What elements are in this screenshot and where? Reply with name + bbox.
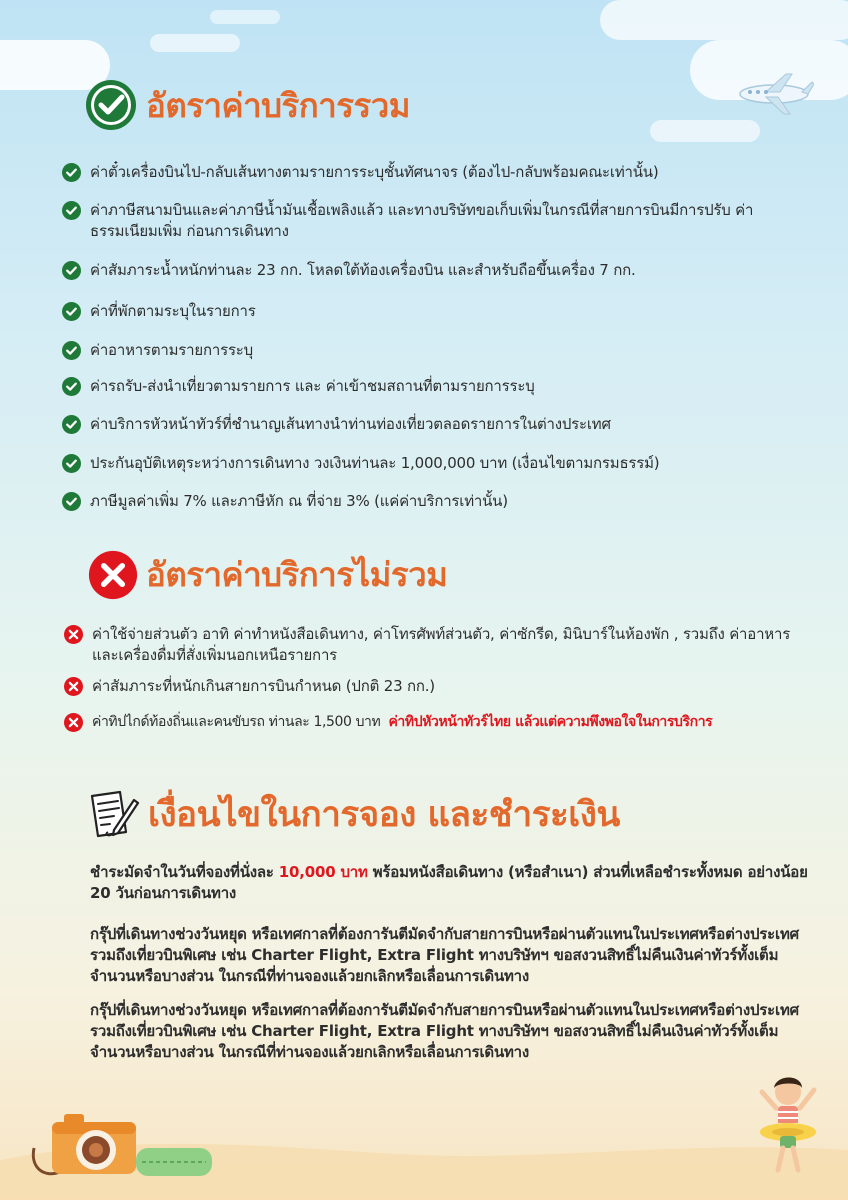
deposit-before: ชำระมัดจำในวันที่จองที่นั่งละ <box>90 863 279 881</box>
included-item: ค่าบริการหัวหน้าทัวร์ที่ชำนาญเส้นทางนำท่านท่องเที่ยวตลอดรายการในต่างประเทศ <box>90 415 611 433</box>
excluded-item: ค่าใช้จ่ายส่วนตัว อาทิ ค่าทำหนังสือเดินทาง, ค่าโทรศัพท์ส่วนตัว, ค่าซักรีด, มินิบาร์ในห้องพัก , รวมถึง ค่าอาหารและเครื่องดื่มที่สั่งเพิ่มนอกเหนือรายการ <box>92 625 791 664</box>
included-item: ค่าภาษีสนามบินและค่าภาษีน้ำมันเชื้อเพลิงแล้ว และทางบริษัทขอเก็บเพิ่มในกรณีที่สายการบินมีการปรับ ค่าธรรมเนียมเพิ่ม ก่อนการเดินทาง <box>90 201 754 240</box>
list-item <box>62 200 802 242</box>
deposit-amount: 10,000 บาท <box>278 863 368 881</box>
airplane-icon <box>730 70 814 116</box>
check-circle-icon <box>62 261 81 280</box>
list-item <box>64 712 834 733</box>
tip-text: ค่าทิปไกด์ท้องถิ่นและคนขับรถ ท่านละ 1,500 บาท <box>92 714 381 730</box>
included-title: อัตราค่าบริการรวม <box>146 85 411 125</box>
included-item: ค่าที่พักตามระบุในรายการ <box>90 302 256 320</box>
conditions-heading <box>84 786 620 842</box>
list-item <box>62 376 535 397</box>
list-item <box>62 453 659 474</box>
list-item <box>64 676 435 697</box>
excluded-item: ค่าสัมภาระที่หนักเกินสายการบินกำหนด (ปกติ 23 กก.) <box>92 677 435 695</box>
excluded-heading <box>88 548 447 601</box>
included-heading <box>84 78 410 132</box>
bag-icon <box>134 1144 214 1180</box>
check-circle-icon <box>62 201 81 220</box>
list-item <box>62 340 253 361</box>
cloud <box>210 10 280 24</box>
included-item: ประกันอุบัติเหตุระหว่างการเดินทาง วงเงินท่านละ 1,000,000 บาท (เงื่อนไขตามกรมธรรม์) <box>90 454 660 472</box>
girl-float-icon <box>748 1070 828 1174</box>
cloud <box>600 0 848 40</box>
cross-circle-icon <box>64 677 83 696</box>
included-item: ค่าตั๋วเครื่องบินไป-กลับเส้นทางตามรายการระบุชั้นทัศนาจร (ต้องไป-กลับพร้อมคณะเท่านั้น) <box>90 163 659 181</box>
deposit-after: พร้อมหนังสือเดินทาง (หรือสำเนา) ส่วนที่เหลือชำระทั้งหมด อย่างน้อย 20 วันก่อนการเดินทาง <box>90 863 808 902</box>
conditions-title: เงื่อนไขในการจอง และชำระเงิน <box>148 794 620 835</box>
list-item <box>62 301 256 322</box>
check-circle-icon <box>62 415 81 434</box>
list-item <box>62 260 636 281</box>
list-item <box>62 491 508 512</box>
excluded-item <box>92 712 712 733</box>
list-item <box>64 624 804 666</box>
check-circle-icon <box>62 377 81 396</box>
check-circle-icon <box>84 78 138 132</box>
check-circle-icon <box>62 302 81 321</box>
deposit-paragraph <box>90 862 812 904</box>
check-circle-icon <box>62 341 81 360</box>
included-list <box>62 160 822 520</box>
cloud <box>150 34 240 52</box>
list-item <box>62 414 611 435</box>
camera-icon <box>30 1108 146 1178</box>
cross-circle-icon <box>64 713 83 732</box>
document-pen-icon <box>84 786 140 842</box>
check-circle-icon <box>62 163 81 182</box>
cloud <box>650 120 760 142</box>
excluded-title: อัตราค่าบริการไม่รวม <box>146 555 448 594</box>
included-item: ภาษีมูลค่าเพิ่ม 7% และภาษีหัก ณ ที่จ่าย 3% (แค่ค่าบริการเท่านั้น) <box>90 492 508 510</box>
list-item <box>62 162 659 183</box>
included-item: ค่าอาหารตามรายการระบุ <box>90 341 253 359</box>
excluded-list <box>64 624 834 744</box>
condition-paragraph: กรุ๊ปที่เดินทางช่วงวันหยุด หรือเทศกาลที่ต้องการันตีมัดจำกับสายการบินหรือผ่านตัวแทนในประเทศหรือต่างประเทศ รวมถึงเที่ยวบินพิเศษ เช่น Charter Flight, Extra Flight ทางบริษัทฯ ขอสงวนสิทธิ์ไม่คืนเงินค่าทัวร์ทั้งเต็มจำนวนหรือบางส่วน ในกรณีที่ท่านจองแล้วยกเลิกหรือเลื่อนการเดินทาง <box>90 925 799 985</box>
included-item: ค่ารถรับ-ส่งนำเที่ยวตามรายการ และ ค่าเข้าชมสถานที่ตามรายการระบุ <box>90 377 535 395</box>
check-circle-icon <box>62 492 81 511</box>
cross-circle-icon <box>64 625 83 644</box>
condition-paragraph: กรุ๊ปที่เดินทางช่วงวันหยุด หรือเทศกาลที่ต้องการันตีมัดจำกับสายการบินหรือผ่านตัวแทนในประเทศหรือต่างประเทศ รวมถึงเที่ยวบินพิเศษ เช่น Charter Flight, Extra Flight ทางบริษัทฯ ขอสงวนสิทธิ์ไม่คืนเงินค่าทัวร์ทั้งเต็มจำนวนหรือบางส่วน ในกรณีที่ท่านจองแล้วยกเลิกหรือเลื่อนการเดินทาง <box>90 1001 799 1061</box>
tip-highlight: ค่าทิปหัวหน้าทัวร์ไทย แล้วแต่ความพึงพอใจในการบริการ <box>388 714 713 730</box>
cross-circle-icon <box>88 550 138 600</box>
included-item: ค่าสัมภาระน้ำหนักท่านละ 23 กก. โหลดใต้ท้องเครื่องบิน และสำหรับถือขึ้นเครื่อง 7 กก. <box>90 261 636 279</box>
check-circle-icon <box>62 454 81 473</box>
